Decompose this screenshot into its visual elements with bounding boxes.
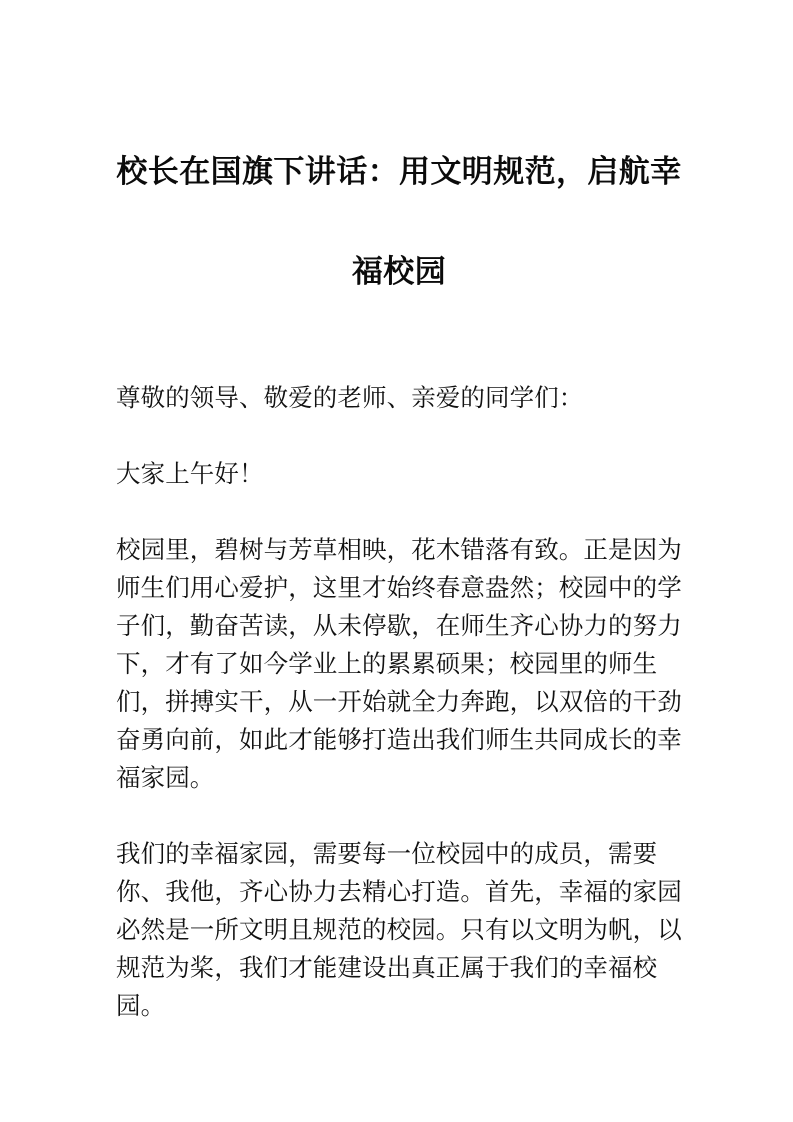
paragraph-salutation: 尊敬的领导、敬爱的老师、亲爱的同学们： — [116, 385, 584, 412]
paragraph-greeting: 大家上午好！ — [116, 461, 264, 488]
paragraph-body-1: 校园里，碧树与芳草相映，花木错落有致。正是因为师生们用心爱护，这里才始终春意盎然；校园中的学子们，勤奋苦读，从未停歇，在师生齐心协力的努力下，才有了如今学业上的累累硕果；校园里的师生们，拼搏实干，从一开始就全力奔跑，以双倍的干劲奋勇向前，如此才能够打造出我们师生共同成长的幸福家园。 — [116, 537, 682, 792]
paragraph-body-2: 我们的幸福家园，需要每一位校园中的成员，需要你、我他，齐心协力去精心打造。首先，幸福的家园必然是一所文明且规范的校园。只有以文明为帆，以规范为桨，我们才能建设出真正属于我们的幸福校园。 — [116, 841, 682, 1020]
document-body — [116, 380, 682, 1026]
page-title: 校长在国旗下讲话：用文明规范，启航幸福校园 — [116, 154, 682, 289]
